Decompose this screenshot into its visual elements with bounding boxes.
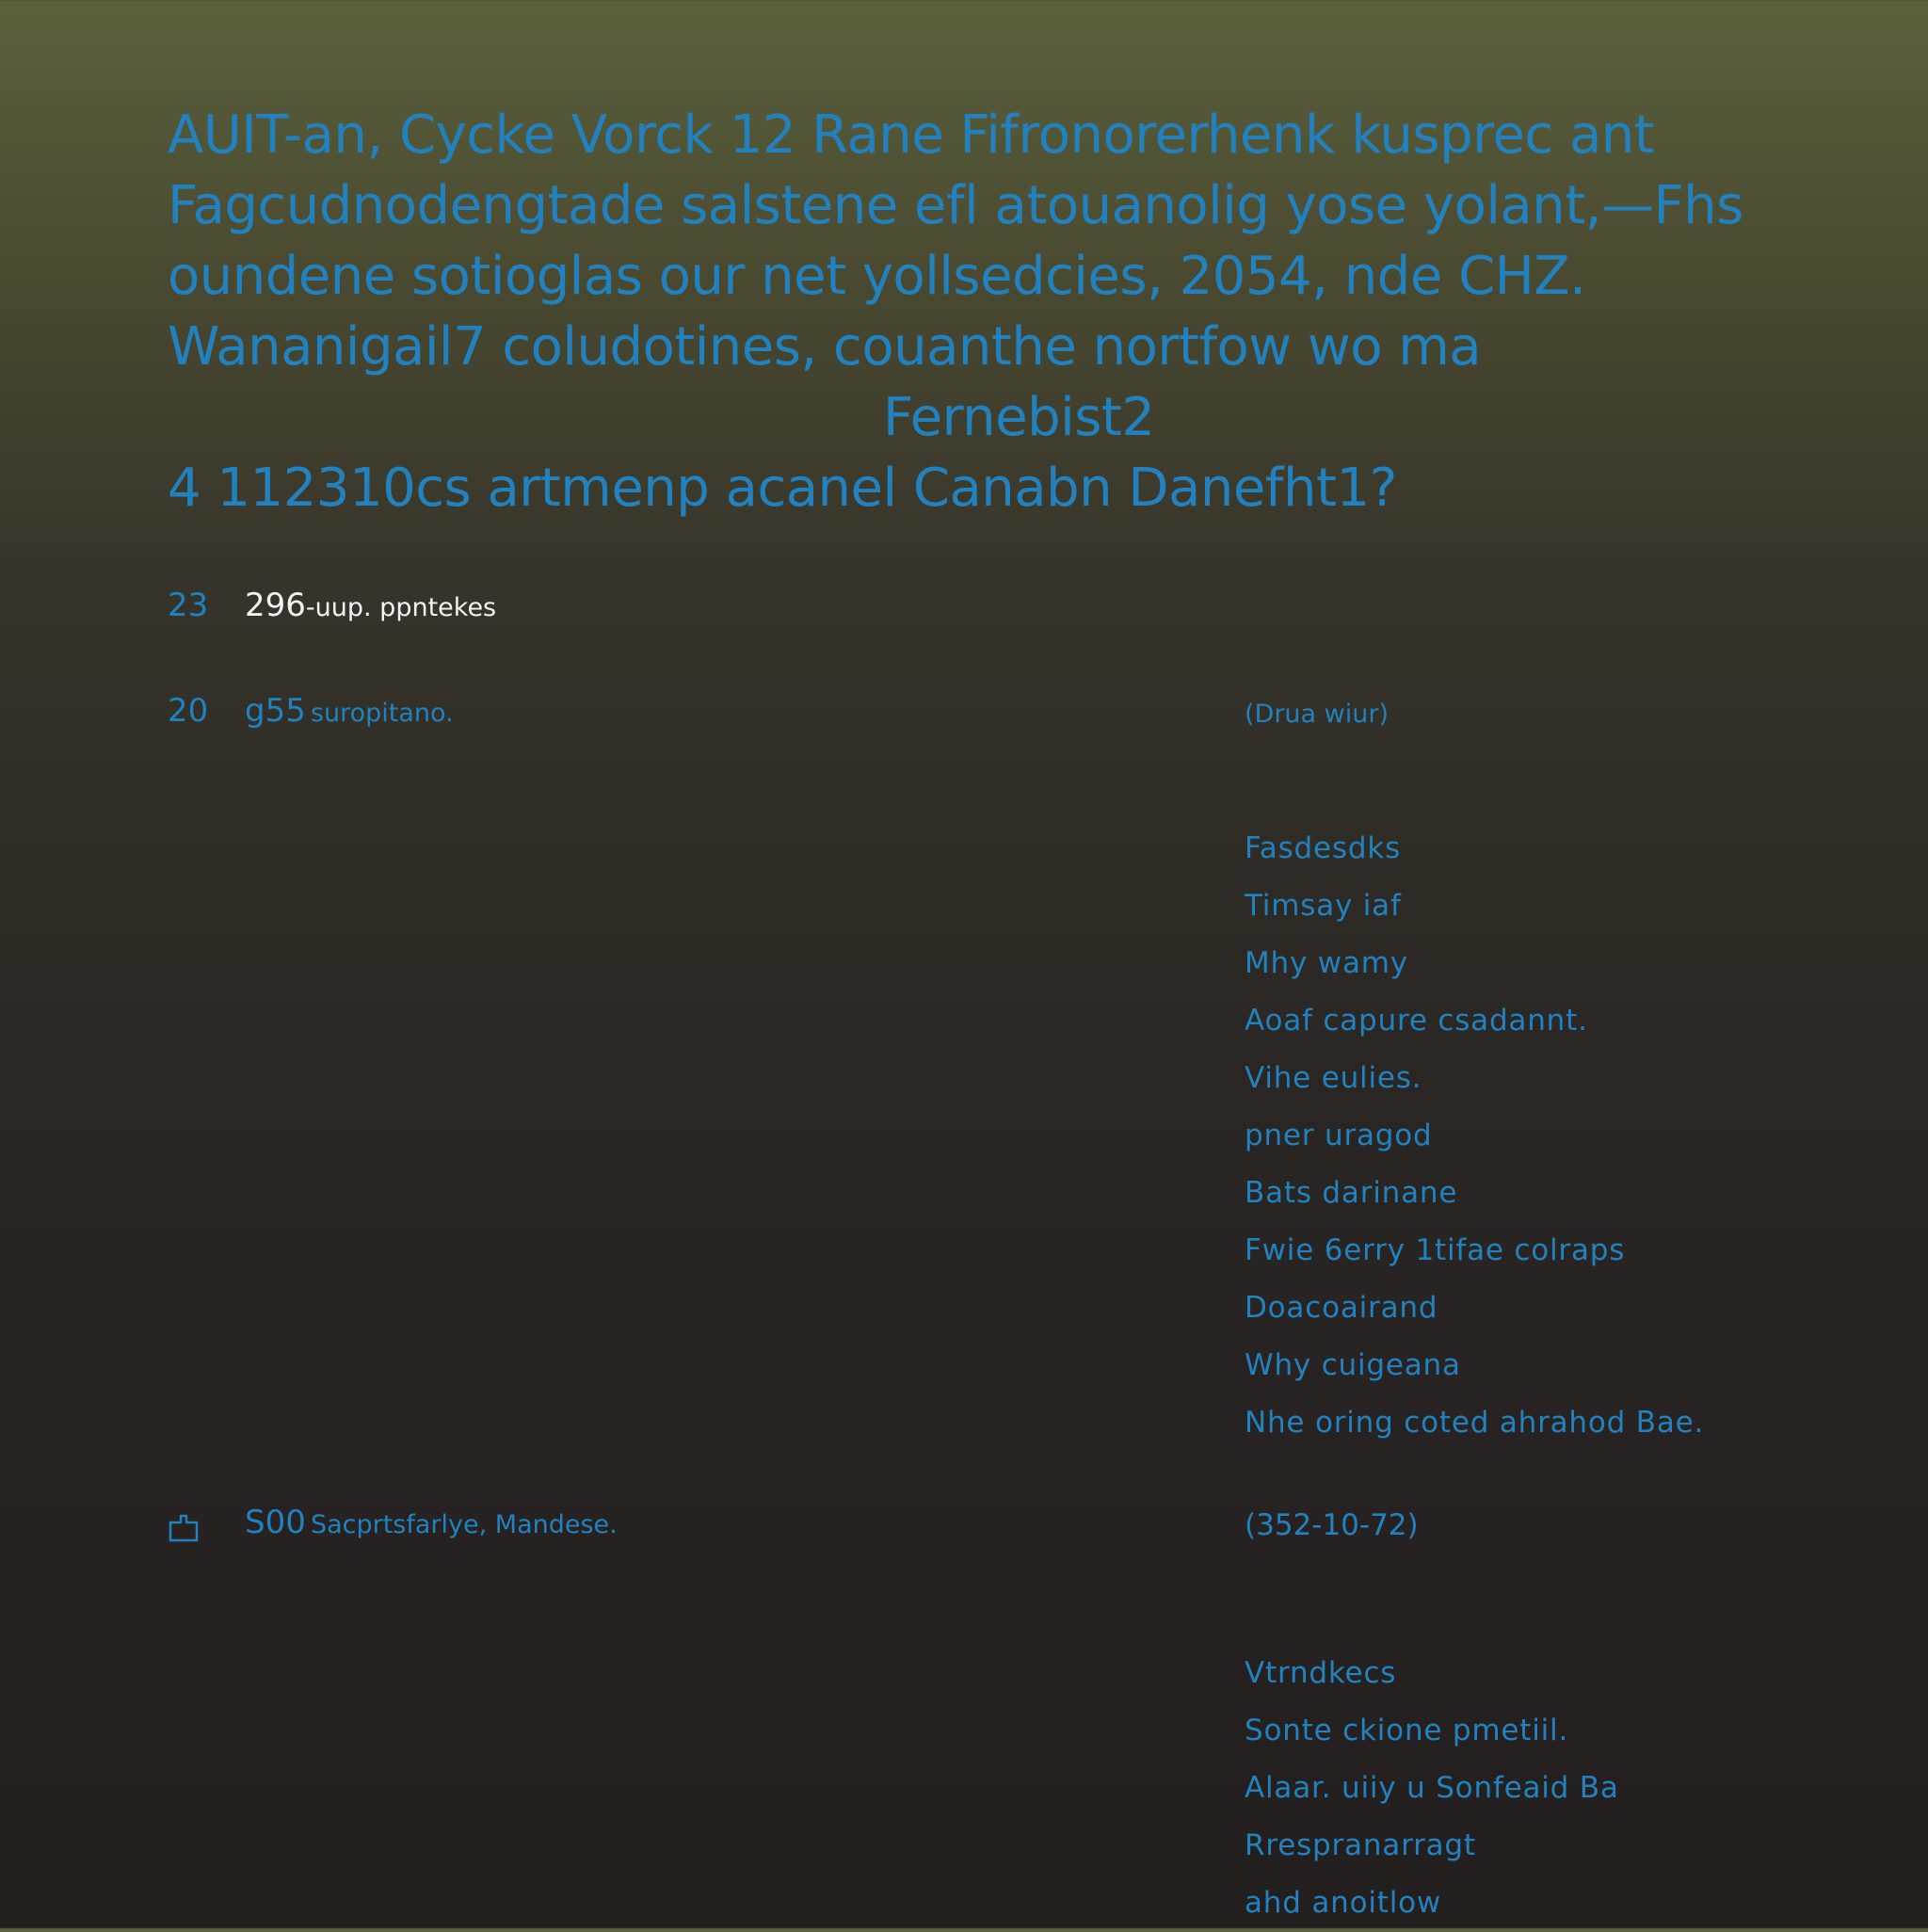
list-item: Timsay iaf xyxy=(1245,889,1402,923)
aside-note: (Drua wiur) xyxy=(1245,700,1389,729)
stat-row-2 xyxy=(168,692,454,730)
aside-list xyxy=(1245,820,1704,1452)
list-item: Rrespranarragt xyxy=(1245,1828,1476,1862)
stat-row-1-number: 23 xyxy=(168,587,209,624)
stat-row-3-text: Sacprtsfarlye, Mandese. xyxy=(310,1510,618,1539)
stat-row-3-value: S00 xyxy=(245,1504,306,1541)
list-item: Fasdesdks xyxy=(1245,831,1402,865)
stat-row-1 xyxy=(168,587,496,624)
stat-row-1-text: -uup. ppntekes xyxy=(305,593,497,622)
heading-last-line: 4 112310cs artmenp acanel Canabn Danefht1? xyxy=(168,458,1397,519)
list-item: pner uragod xyxy=(1245,1119,1433,1152)
list-item: Doacoairand xyxy=(1245,1291,1438,1325)
list-item: Nhe oring coted ahrahod Bae. xyxy=(1245,1406,1705,1440)
list-item: Aoaf capure csadannt. xyxy=(1245,1004,1588,1038)
list-item: Fwie 6erry 1tifae colraps xyxy=(1245,1233,1626,1267)
heading-line-1: AUIT-an, Cycke Vorck 12 Rane Fifronorerhenk kusprec ant xyxy=(168,105,1655,166)
list-item: Sonte ckione pmetiil. xyxy=(1245,1714,1569,1747)
list-item: ahd anoitlow xyxy=(1245,1886,1442,1920)
aside-date: (352-10-72) xyxy=(1245,1508,1419,1542)
list-item: Bats darinane xyxy=(1245,1176,1458,1210)
stat-row-1-value: 296 xyxy=(245,587,306,624)
list-item: Why cuigeana xyxy=(1245,1348,1461,1382)
heading-line-3: oundene sotioglas our net yollsedcies, 2054, nde CHZ. xyxy=(168,246,1586,307)
folder-icon xyxy=(168,1513,245,1545)
list-item: Mhy wamy xyxy=(1245,946,1408,980)
stat-row-2-value: g55 xyxy=(245,692,306,730)
list-item: Vtrndkecs xyxy=(1245,1656,1397,1690)
heading-line-4: Wananigail7 coludotines, couanthe nortfow wo ma xyxy=(168,316,1482,378)
stat-row-3 xyxy=(168,1504,618,1545)
aside-list-secondary xyxy=(1245,1645,1619,1932)
heading-block xyxy=(168,100,1787,523)
heading-center-line: Fernebist2 xyxy=(883,387,1155,448)
stat-row-2-text: suropitano. xyxy=(310,699,454,728)
list-item: Vihe eulies. xyxy=(1245,1061,1422,1095)
stat-row-2-number: 20 xyxy=(168,692,209,730)
list-item: Alaar. uiiy u Sonfeaid Ba xyxy=(1245,1771,1619,1805)
heading-line-2: Fagcudnodengtade salstene efl atouanolig yose yolant,—Fhs xyxy=(168,175,1743,236)
